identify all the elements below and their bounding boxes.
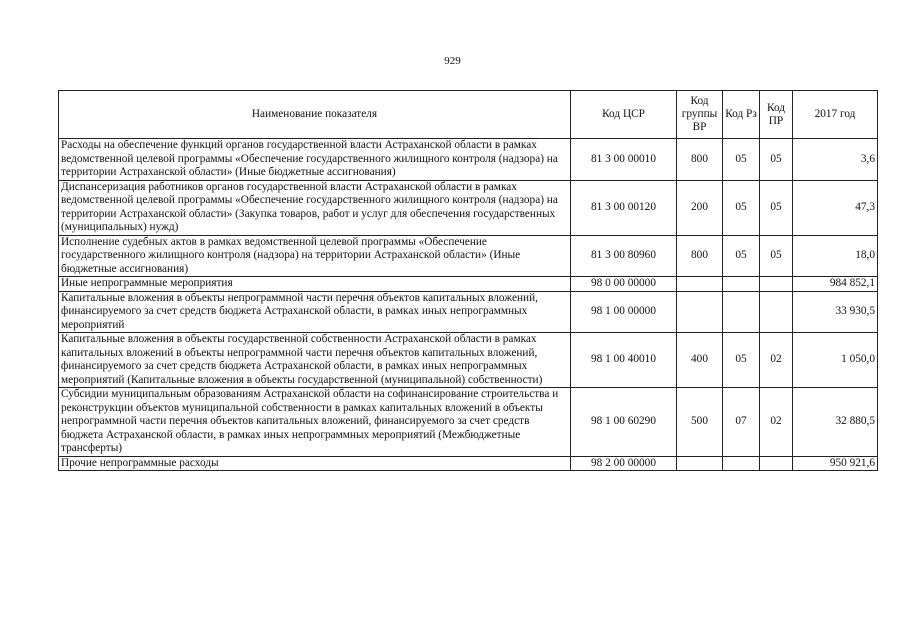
table-row: [59, 180, 878, 235]
row-csr: 81 3 00 80960: [571, 235, 677, 277]
table-row: [59, 388, 878, 457]
row-csr: 98 1 00 40010: [571, 333, 677, 388]
row-pr: 02: [760, 333, 793, 388]
table-row: [59, 235, 878, 277]
row-name: Диспансеризация работников органов государственной власти Астраханской области в рамках ведомственной целевой программы «Обеспечение государственного жилищного контроля (надзора) на территории Астраханской области» (Закупка товаров, работ и услуг для обеспечения государственных (муниципальных) нужд): [59, 180, 571, 235]
row-pr: 05: [760, 139, 793, 181]
row-csr: 98 0 00 00000: [571, 277, 677, 292]
row-csr: 81 3 00 00120: [571, 180, 677, 235]
row-pr: 05: [760, 180, 793, 235]
row-amount: 984 852,1: [793, 277, 878, 292]
row-amount: 47,3: [793, 180, 878, 235]
budget-table: [58, 90, 878, 471]
row-csr: 81 3 00 00010: [571, 139, 677, 181]
header-vr: Код группы ВР: [677, 91, 723, 139]
row-vr: 800: [677, 139, 723, 181]
header-year: 2017 год: [793, 91, 878, 139]
row-name: Расходы на обеспечение функций органов государственной власти Астраханской области в рамках ведомственной целевой программы «Обеспечение государственного жилищного контроля (надзора) на территории Астраханской области» (Иные бюджетные ассигнования): [59, 139, 571, 181]
row-csr: 98 1 00 60290: [571, 388, 677, 457]
header-csr: Код ЦСР: [571, 91, 677, 139]
row-rz: 07: [723, 388, 760, 457]
header-name: Наименование показателя: [59, 91, 571, 139]
row-vr: [677, 291, 723, 333]
row-csr: 98 1 00 00000: [571, 291, 677, 333]
row-rz: 05: [723, 180, 760, 235]
row-amount: 32 880,5: [793, 388, 878, 457]
row-csr: 98 2 00 00000: [571, 456, 677, 471]
row-amount: 33 930,5: [793, 291, 878, 333]
table-header-row: [59, 91, 878, 139]
row-pr: [760, 456, 793, 471]
row-pr: 05: [760, 235, 793, 277]
row-rz: 05: [723, 235, 760, 277]
page-number: 929: [444, 55, 461, 67]
row-rz: [723, 456, 760, 471]
row-rz: 05: [723, 139, 760, 181]
header-rz: Код Рз: [723, 91, 760, 139]
row-vr: 400: [677, 333, 723, 388]
row-name: Капитальные вложения в объекты непрограммной части перечня объектов капитальных вложений, финансируемого за счет средств бюджета Астраханской области, в рамках иных непрограммных мероприятий: [59, 291, 571, 333]
table-row: [59, 456, 878, 471]
table-row: [59, 291, 878, 333]
row-amount: 18,0: [793, 235, 878, 277]
header-pr: Код ПР: [760, 91, 793, 139]
row-name: Прочие непрограммные расходы: [59, 456, 571, 471]
row-name: Исполнение судебных актов в рамках ведомственной целевой программы «Обеспечение государственного жилищного контроля (надзора) на территории Астраханской области» (Иные бюджетные ассигнования): [59, 235, 571, 277]
row-rz: 05: [723, 333, 760, 388]
row-rz: [723, 277, 760, 292]
row-rz: [723, 291, 760, 333]
row-vr: 800: [677, 235, 723, 277]
row-amount: 950 921,6: [793, 456, 878, 471]
table-row: [59, 277, 878, 292]
row-amount: 3,6: [793, 139, 878, 181]
row-pr: [760, 291, 793, 333]
row-vr: 200: [677, 180, 723, 235]
row-amount: 1 050,0: [793, 333, 878, 388]
row-vr: [677, 456, 723, 471]
row-pr: [760, 277, 793, 292]
row-name: Субсидии муниципальным образованиям Астраханской области на софинансирование строительства и реконструкции объектов муниципальной собственности в рамках капитальных вложений в объекты непрограммной части перечня объектов капитальных вложений, финансируемого за счет средств бюджета Астраханской области, в рамках иных непрограммных мероприятий (Межбюджетные трансферты): [59, 388, 571, 457]
row-vr: 500: [677, 388, 723, 457]
row-vr: [677, 277, 723, 292]
row-name: Капитальные вложения в объекты государственной собственности Астраханской области в рамках капитальных вложений в объекты непрограммной части перечня объектов капитальных вложений, финансируемого за счет средств бюджета Астраханской области, в рамках иных непрограммных мероприятий (Капитальные вложения в объекты государственной (муниципальной) собственности): [59, 333, 571, 388]
table-row: [59, 139, 878, 181]
row-name: Иные непрограммные мероприятия: [59, 277, 571, 292]
table-row: [59, 333, 878, 388]
row-pr: 02: [760, 388, 793, 457]
